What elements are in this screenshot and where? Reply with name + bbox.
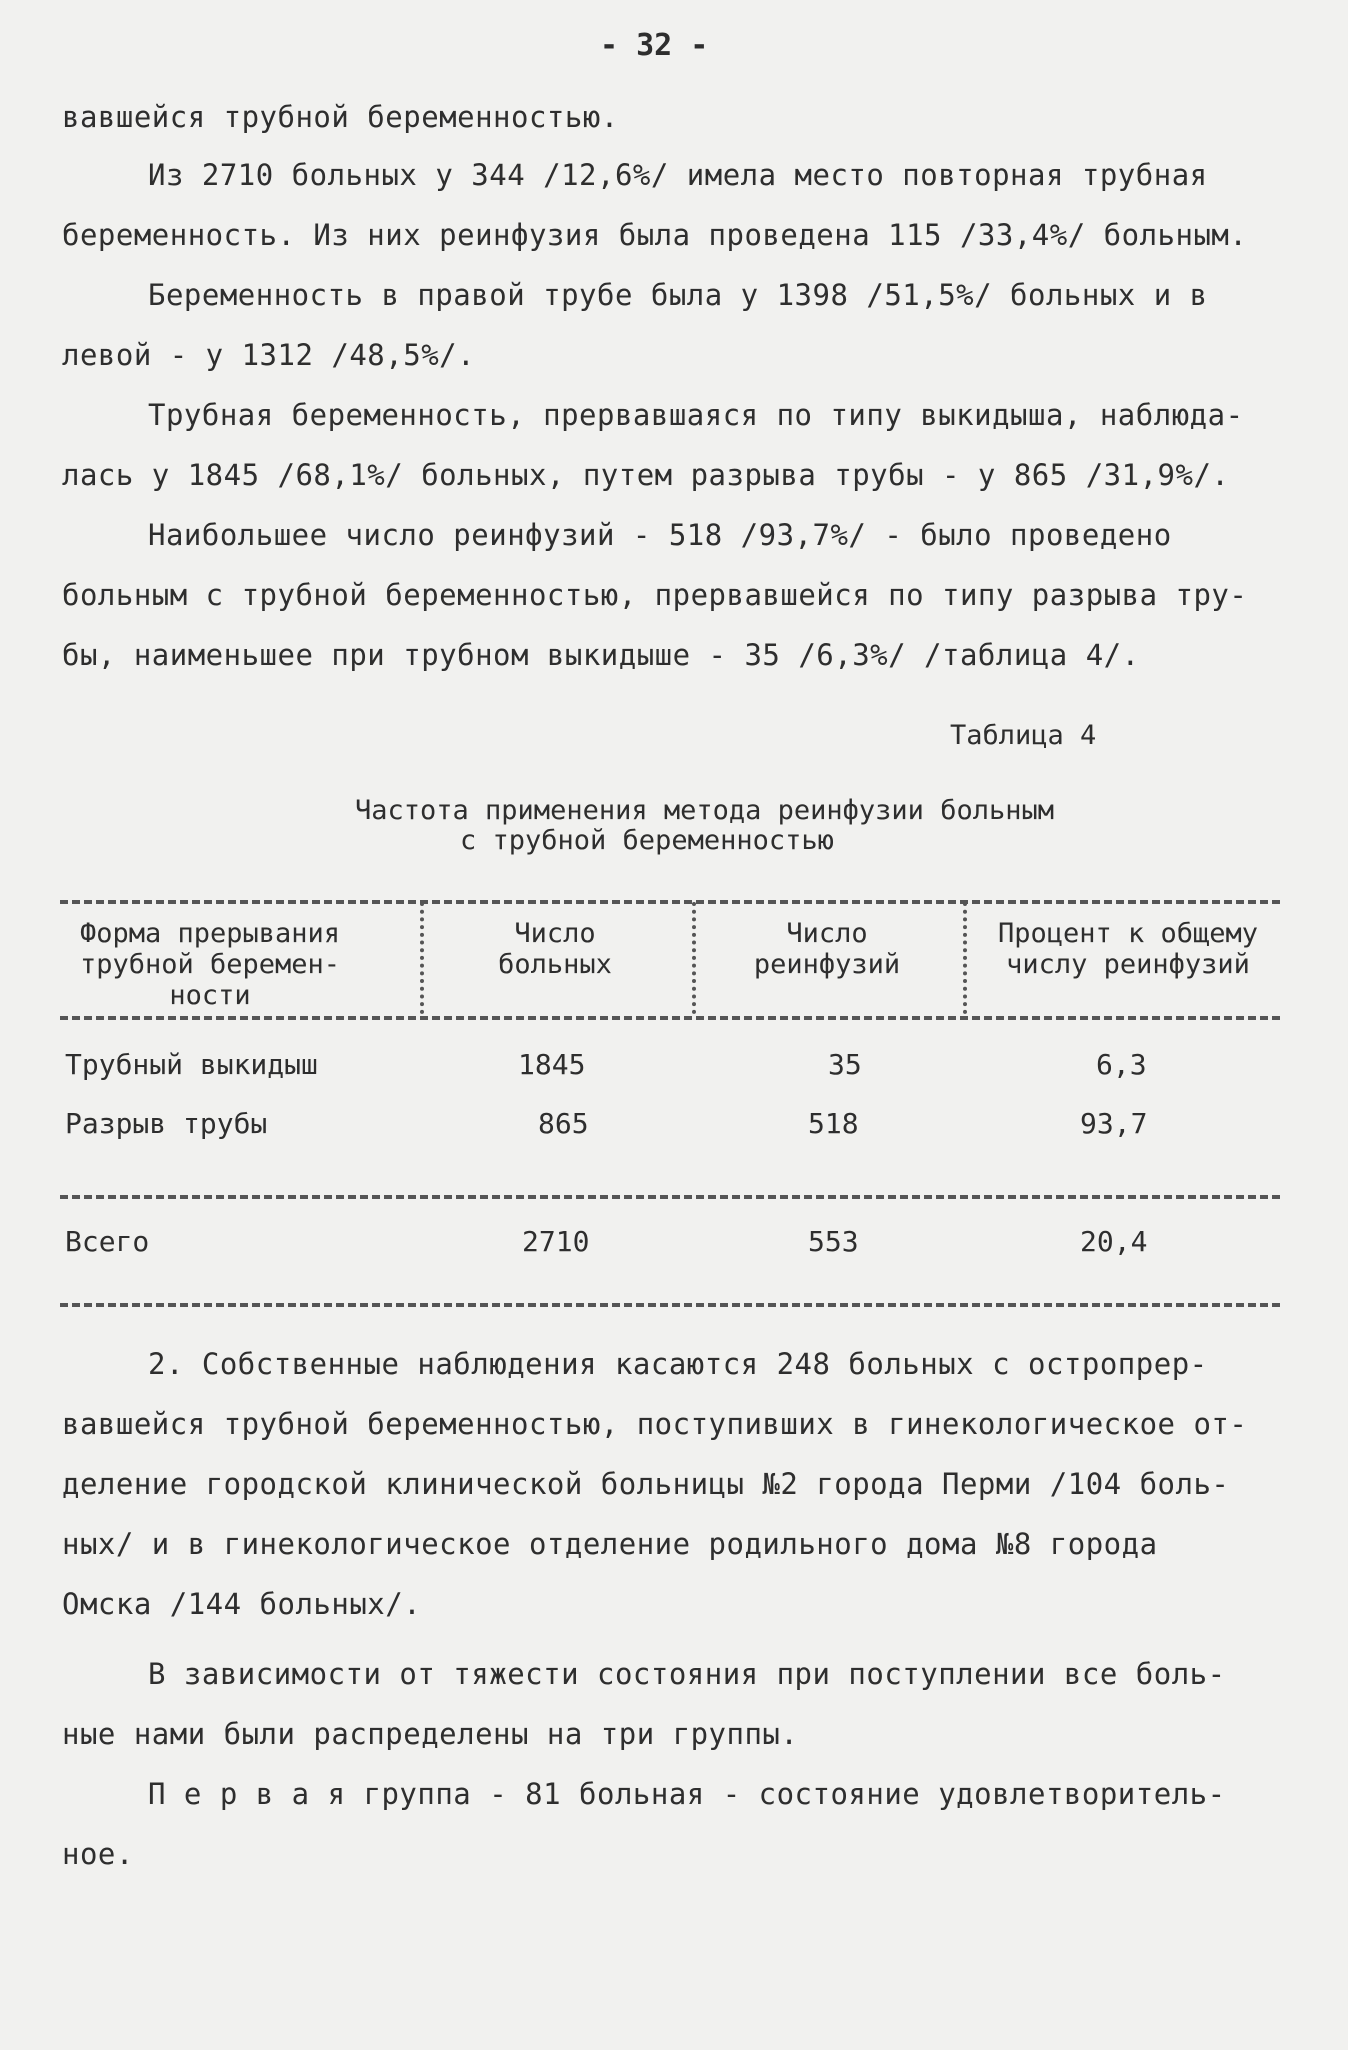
cell-patients: 1845 [518,1048,586,1081]
cell-percent: 6,3 [1096,1048,1147,1081]
table-title: Частота применения метода реинфузии больным [355,795,1054,826]
table-header-rule [60,1016,1280,1020]
cell-reinfusions: 518 [808,1107,859,1140]
text-line: деление городской клинической больницы №2 города Перми /104 боль- [62,1467,1230,1501]
header-form [60,918,360,1011]
page-number: - 32 - [600,28,709,63]
table-total-rule [60,1195,1280,1199]
text-line: П е р в а я группа - 81 больная - состояние удовлетворитель- [148,1777,1226,1811]
column-separator [692,902,696,1014]
header-form-line: ности [169,980,251,1011]
table-label: Таблица 4 [950,720,1097,751]
cell-reinfusions: 35 [828,1048,862,1081]
text-line: вавшейся трубной беременностью. [62,100,619,134]
cell-reinfusions: 553 [808,1225,859,1258]
header-percent [978,918,1278,980]
cell-percent: 20,4 [1080,1225,1148,1258]
header-patients [440,918,670,980]
text-line: больным с трубной беременностью, прервавшейся по типу разрыва тру- [62,578,1248,612]
cell-patients: 2710 [522,1225,590,1258]
text-line: Наибольшее число реинфузий - 518 /93,7%/ - было проведено [148,518,1172,552]
cell-patients: 865 [538,1107,589,1140]
column-separator [420,902,424,1014]
text-line: лась у 1845 /68,1%/ больных, путем разрыва трубы - у 865 /31,9%/. [62,458,1230,492]
header-reinfusions-line: реинфузий [753,949,901,980]
header-percent-line: Процент к общему [997,918,1259,949]
cell-percent: 93,7 [1080,1107,1148,1140]
text-line: Беременность в правой трубе была у 1398 /51,5%/ больных и в [148,278,1208,312]
header-form-line: Форма прерывания [79,918,341,949]
text-line: ные нами были распределены на три группы. [62,1717,799,1751]
text-line: левой - у 1312 /48,5%/. [62,338,476,372]
header-reinfusions-line: Число [786,918,868,949]
header-patients-line: больных [498,949,612,980]
text-line: бы, наименьшее при трубном выкидыше - 35 /6,3%/ /таблица 4/. [62,638,1140,672]
text-line: ных/ и в гинекологическое отделение родильного дома №8 города [62,1527,1158,1561]
text-line: Омска /144 больных/. [62,1587,422,1621]
column-separator [963,902,967,1014]
cell-form: Всего [65,1225,150,1258]
table-top-rule [60,900,1280,904]
header-percent-line: числу реинфузий [1006,949,1250,980]
header-form-line: трубной беремен- [79,949,341,980]
text-line: В зависимости от тяжести состояния при поступлении все боль- [148,1657,1226,1691]
text-line: вавшейся трубной беременностью, поступивших в гинекологическое от- [62,1407,1248,1441]
text-line: 2. Собственные наблюдения касаются 248 больных с остропрер- [148,1347,1208,1381]
text-line: Из 2710 больных у 344 /12,6%/ имела место повторная трубная [148,158,1208,192]
table-subtitle: с трубной беременностью [460,825,834,856]
text-line: Трубная беременность, прервавшаяся по типу выкидыша, наблюда- [148,398,1244,432]
text-line: беременность. Из них реинфузия была проведена 115 /33,4%/ больным. [62,218,1248,252]
cell-form: Трубный выкидыш [65,1048,318,1081]
header-patients-line: Число [514,918,596,949]
cell-form: Разрыв трубы [65,1107,268,1140]
text-line: ное. [62,1837,134,1871]
header-reinfusions [712,918,942,980]
table-bottom-rule [60,1303,1280,1307]
